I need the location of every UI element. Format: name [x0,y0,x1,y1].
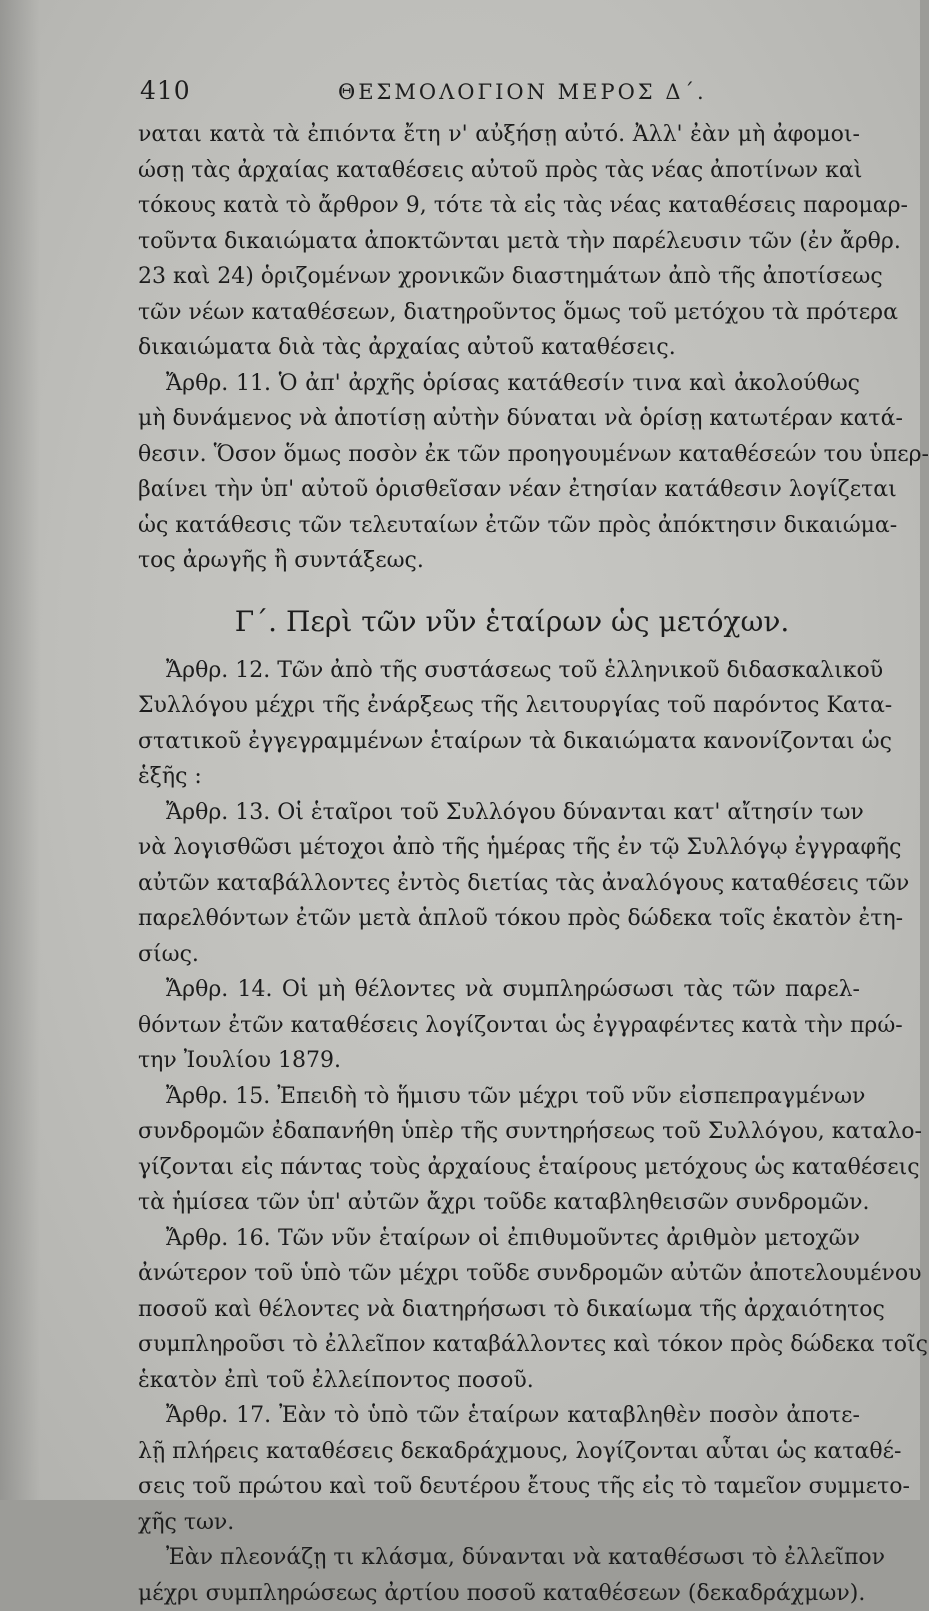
text-line: Ἄρθρ. 17. Ἐὰν τὸ ὑπὸ τῶν ἑταίρων καταβληθὲν ποσὸν ἀποτε- [138,1398,860,1434]
text-line: την Ἰουλίου 1879. [138,1043,860,1079]
text-line: Ἄρθρ. 16. Τῶν νῦν ἑταίρων οἱ ἐπιθυμοῦντες ἀριθμὸν μετοχῶν [138,1221,860,1257]
text-line: γίζονται εἰς πάντας τοὺς ἀρχαίους ἑταίρους μετόχους ὡς καταθέσεις [138,1150,860,1186]
text-line: ἀνώτερον τοῦ ὑπὸ τῶν μέχρι τοῦδε συνδρομῶν αὐτῶν ἀποτελουμένου [138,1256,860,1292]
paragraph-continuation [138,117,860,366]
text-line: Ἄρθρ. 14. Οἱ μὴ θέλοντες νὰ συμπληρώσωσι τὰς τῶν παρελ- [138,972,860,1008]
page-header [138,68,858,108]
article-12 [138,653,860,795]
article-17 [138,1398,860,1540]
article-16 [138,1221,860,1399]
body-text [138,117,860,1611]
text-line: ἑξῆς : [138,759,860,795]
text-line: σεις τοῦ πρώτου καὶ τοῦ δευτέρου ἔτους τῆς εἰς τὸ ταμεῖον συμμετο- [138,1469,860,1505]
article-11 [138,366,860,579]
text-line: Ἄρθρ. 13. Οἱ ἑταῖροι τοῦ Συλλόγου δύνανται κατ' αἴτησίν των [138,795,860,831]
text-line: ἑκατὸν ἐπὶ τοῦ ἐλλείποντος ποσοῦ. [138,1363,860,1399]
text-line: ποσοῦ καὶ θέλοντες νὰ διατηρήσωσι τὸ δικαίωμα τῆς ἀρχαιότητος [138,1292,860,1328]
text-line: 23 καὶ 24) ὁριζομένων χρονικῶν διαστημάτων ἀπὸ τῆς ἀποτίσεως [138,259,860,295]
text-line: τόκους κατὰ τὸ ἄρθρον 9, τότε τὰ εἰς τὰς νέας καταθέσεις παρομαρ- [138,188,860,224]
closing-paragraph [138,1540,860,1611]
text-line: ναται κατὰ τὰ ἐπιόντα ἔτη ν' αὐξήσῃ αὐτό. Ἀλλ' ἐὰν μὴ ἀφομοι- [138,117,860,153]
text-line: Ἄρθρ. 11. Ὁ ἀπ' ἀρχῆς ὁρίσας κατάθεσίν τινα καὶ ἀκολούθως [138,366,860,402]
text-line: βαίνει τὴν ὑπ' αὐτοῦ ὁρισθεῖσαν νέαν ἐτησίαν κατάθεσιν λογίζεται [138,472,860,508]
text-line: νὰ λογισθῶσι μέτοχοι ἀπὸ τῆς ἡμέρας τῆς ἐν τῷ Συλλόγῳ ἐγγραφῆς [138,830,860,866]
text-line: Ἐὰν πλεονάζῃ τι κλάσμα, δύνανται νὰ καταθέσωσι τὸ ἐλλεῖπον [138,1540,860,1576]
text-line: Συλλόγου μέχρι τῆς ἐνάρξεως τῆς λειτουργίας τοῦ παρόντος Κατα- [138,688,860,724]
text-line: σίως. [138,937,860,973]
text-line: μέχρι συμπληρώσεως ἀρτίου ποσοῦ καταθέσεων (δεκαδράχμων). [138,1576,860,1611]
text-line: παρελθόντων ἐτῶν μετὰ ἁπλοῦ τόκου πρὸς δώδεκα τοῖς ἑκατὸν ἐτη- [138,901,860,937]
text-line: θεσιν. Ὅσον ὅμως ποσὸν ἐκ τῶν προηγουμένων καταθέσεών του ὑπερ- [138,437,860,473]
text-line: συνδρομῶν ἐδαπανήθη ὑπὲρ τῆς συντηρήσεως τοῦ Συλλόγου, καταλο- [138,1114,860,1150]
binding-shadow [0,0,40,1500]
running-head: ΘΕΣΜΟΛΟΓΙΟΝ ΜΕΡΟΣ Δ΄. [338,80,707,104]
article-15 [138,1079,860,1221]
text-line: ὡς κατάθεσις τῶν τελευταίων ἐτῶν τῶν πρὸς ἀπόκτησιν δικαιώμα- [138,508,860,544]
text-line: στατικοῦ ἐγγεγραμμένων ἑταίρων τὰ δικαιώματα κανονίζονται ὡς [138,724,860,760]
text-line: τος ἀρωγῆς ἢ συντάξεως. [138,543,860,579]
text-line: θόντων ἐτῶν καταθέσεις λογίζονται ὡς ἐγγραφέντες κατὰ τὴν πρώ- [138,1008,860,1044]
text-line: αὐτῶν καταβάλλοντες ἐντὸς διετίας τὰς ἀναλόγους καταθέσεις τῶν [138,866,860,902]
text-line: λῇ πλήρεις καταθέσεις δεκαδράχμους, λογίζονται αὗται ὡς καταθέ- [138,1434,860,1470]
section-heading: Γ΄. Περὶ τῶν νῦν ἑταίρων ὡς μετόχων. [138,579,860,653]
text-line: ώσῃ τὰς ἀρχαίας καταθέσεις αὐτοῦ πρὸς τὰς νέας ἀποτίνων καὶ [138,153,860,189]
text-line: τὰ ἡμίσεα τῶν ὑπ' αὐτῶν ἄχρι τοῦδε καταβληθεισῶν συνδρομῶν. [138,1185,860,1221]
text-line: τῶν νέων καταθέσεων, διατηροῦντος ὅμως τοῦ μετόχου τὰ πρότερα [138,295,860,331]
page-number: 410 [140,76,191,105]
text-line: χῆς των. [138,1505,860,1541]
text-line: μὴ δυνάμενος νὰ ἀποτίσῃ αὐτὴν δύναται νὰ ὁρίσῃ κατωτέραν κατά- [138,401,860,437]
article-14 [138,972,860,1079]
text-line: Ἄρθρ. 15. Ἐπειδὴ τὸ ἥμισυ τῶν μέχρι τοῦ νῦν εἰσπεπραγμένων [138,1079,860,1115]
text-line: τοῦντα δικαιώματα ἀποκτῶνται μετὰ τὴν παρέλευσιν τῶν (ἐν ἄρθρ. [138,224,860,260]
text-line: δικαιώματα διὰ τὰς ἀρχαίας αὐτοῦ καταθέσεις. [138,330,860,366]
article-13 [138,795,860,973]
text-line: Ἄρθρ. 12. Τῶν ἀπὸ τῆς συστάσεως τοῦ ἑλληνικοῦ διδασκαλικοῦ [138,653,860,689]
text-line: συμπληροῦσι τὸ ἐλλεῖπον καταβάλλοντες καὶ τόκον πρὸς δώδεκα τοῖς [138,1327,860,1363]
